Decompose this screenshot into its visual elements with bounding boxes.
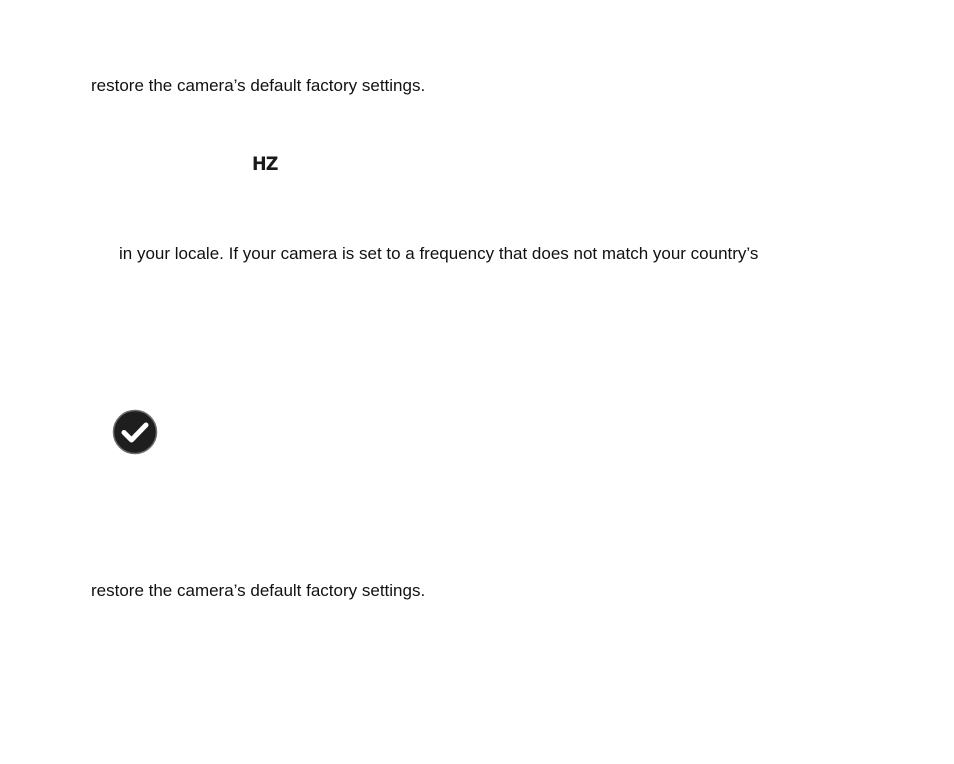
hz-icon: HZ bbox=[252, 153, 278, 175]
check-circle-svg bbox=[112, 409, 158, 455]
check-circle-icon bbox=[112, 409, 158, 455]
text-line-restore-settings: restore the camera’s default factory settings. bbox=[91, 76, 426, 95]
text-line-restore-settings-repeat: restore the camera’s default factory settings. bbox=[91, 581, 426, 600]
text-line-locale-frequency: in your locale. If your camera is set to a frequency that does not match your country’s bbox=[119, 244, 759, 263]
